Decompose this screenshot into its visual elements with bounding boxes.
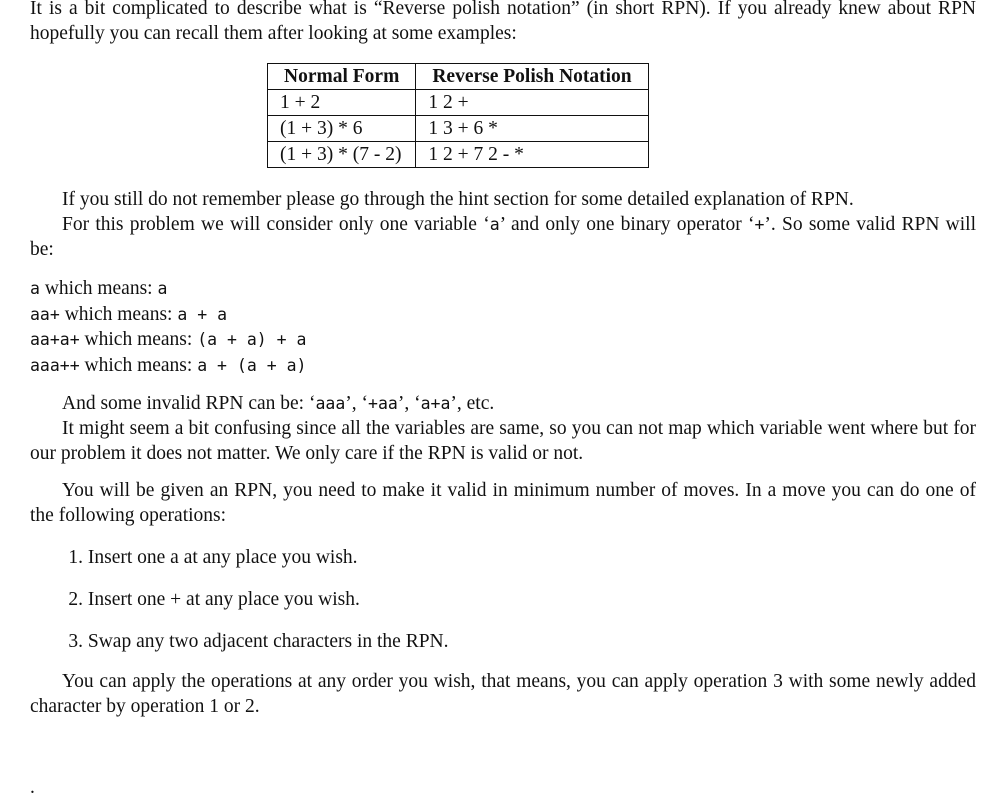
invalid-example-1: aaa	[315, 394, 346, 413]
operation-number: 3.	[68, 631, 83, 652]
example-meaning: a	[157, 279, 168, 298]
invalid-rpn-paragraph	[30, 391, 976, 416]
list-item	[30, 302, 976, 328]
operation-text: Insert one a at any place you wish.	[87, 547, 358, 568]
intro-paragraph: It is a bit complicated to describe what is “Reverse polish notation” (in short RPN). If you already knew about RPN hopefully you can recall them after looking at some examples:	[30, 0, 976, 44]
invalid-sep-2: ’, ‘	[397, 393, 421, 414]
variable-code: a	[489, 215, 500, 234]
example-meaning: a + (a + a)	[197, 355, 307, 375]
confusing-paragraph: It might seem a bit confusing since all the variables are same, so you can not map which variable went where but for our problem it does not matter. We only care if the RPN is valid or not.	[30, 418, 976, 464]
invalid-prefix: And some invalid RPN can be: ‘	[62, 393, 316, 414]
table-cell-rpn: 1 2 +	[416, 90, 648, 116]
table-header-normal-form: Normal Form	[268, 64, 416, 90]
operation-number: 2.	[68, 589, 83, 610]
table-cell-rpn: 1 3 + 6 *	[416, 116, 648, 142]
example-rpn: aa+a+	[30, 330, 80, 349]
list-item	[30, 545, 976, 570]
table-cell-normal: 1 + 2	[268, 90, 416, 116]
invalid-suffix: ’, etc.	[450, 393, 495, 414]
table-row	[268, 90, 649, 116]
example-connector: which means:	[59, 303, 178, 325]
example-connector: which means:	[79, 354, 198, 376]
table-row	[268, 142, 649, 168]
example-meaning: a + a	[177, 304, 227, 324]
order-paragraph: You can apply the operations at any order you wish, that means, you can apply operation 3 with some newly added character by operation 1 or 2.	[30, 671, 976, 717]
invalid-sep-1: ’, ‘	[345, 393, 369, 414]
example-connector: which means:	[39, 278, 158, 299]
problem-paragraph	[30, 212, 976, 262]
example-meaning: (a + a) + a	[197, 330, 307, 349]
operation-number: 1.	[68, 547, 83, 568]
example-connector: which means:	[79, 329, 198, 350]
trailing-mark: .	[30, 777, 35, 798]
list-item	[30, 276, 976, 302]
table-row	[268, 116, 649, 142]
hint-paragraph: If you still do not remember please go through the hint section for some detailed explanation of RPN.	[62, 189, 854, 210]
problem-text-part3: ’. So some valid RPN will be:	[30, 214, 976, 260]
table-cell-normal: (1 + 3) * 6	[268, 116, 416, 142]
list-item	[30, 587, 976, 612]
operator-code: +	[754, 215, 765, 234]
operations-list	[30, 545, 976, 654]
table-header-row	[268, 64, 649, 90]
problem-text-part1: For this problem we will consider only one variable ‘	[62, 214, 490, 235]
example-rpn: aaa++	[30, 355, 80, 375]
list-item	[30, 353, 976, 379]
list-item	[30, 327, 976, 353]
task-paragraph: You will be given an RPN, you need to make it valid in minimum number of moves. In a move you can do one of the following operations:	[30, 480, 976, 526]
operation-text: Insert one + at any place you wish.	[87, 589, 360, 610]
table-cell-normal: (1 + 3) * (7 - 2)	[268, 142, 416, 168]
table-header-rpn: Reverse Polish Notation	[416, 64, 648, 90]
table-cell-rpn: 1 2 + 7 2 - *	[416, 142, 648, 168]
rpn-examples-table	[267, 63, 649, 168]
example-rpn: a	[30, 279, 40, 298]
example-rpn: aa+	[30, 304, 60, 324]
list-item	[30, 629, 976, 654]
problem-statement	[30, 0, 976, 719]
invalid-example-2: +aa	[368, 394, 398, 413]
problem-text-part2: ’ and only one binary operator ‘	[499, 214, 755, 235]
valid-rpn-examples	[30, 276, 976, 378]
invalid-example-3: a+a	[420, 394, 451, 413]
operation-text: Swap any two adjacent characters in the RPN.	[87, 631, 449, 652]
